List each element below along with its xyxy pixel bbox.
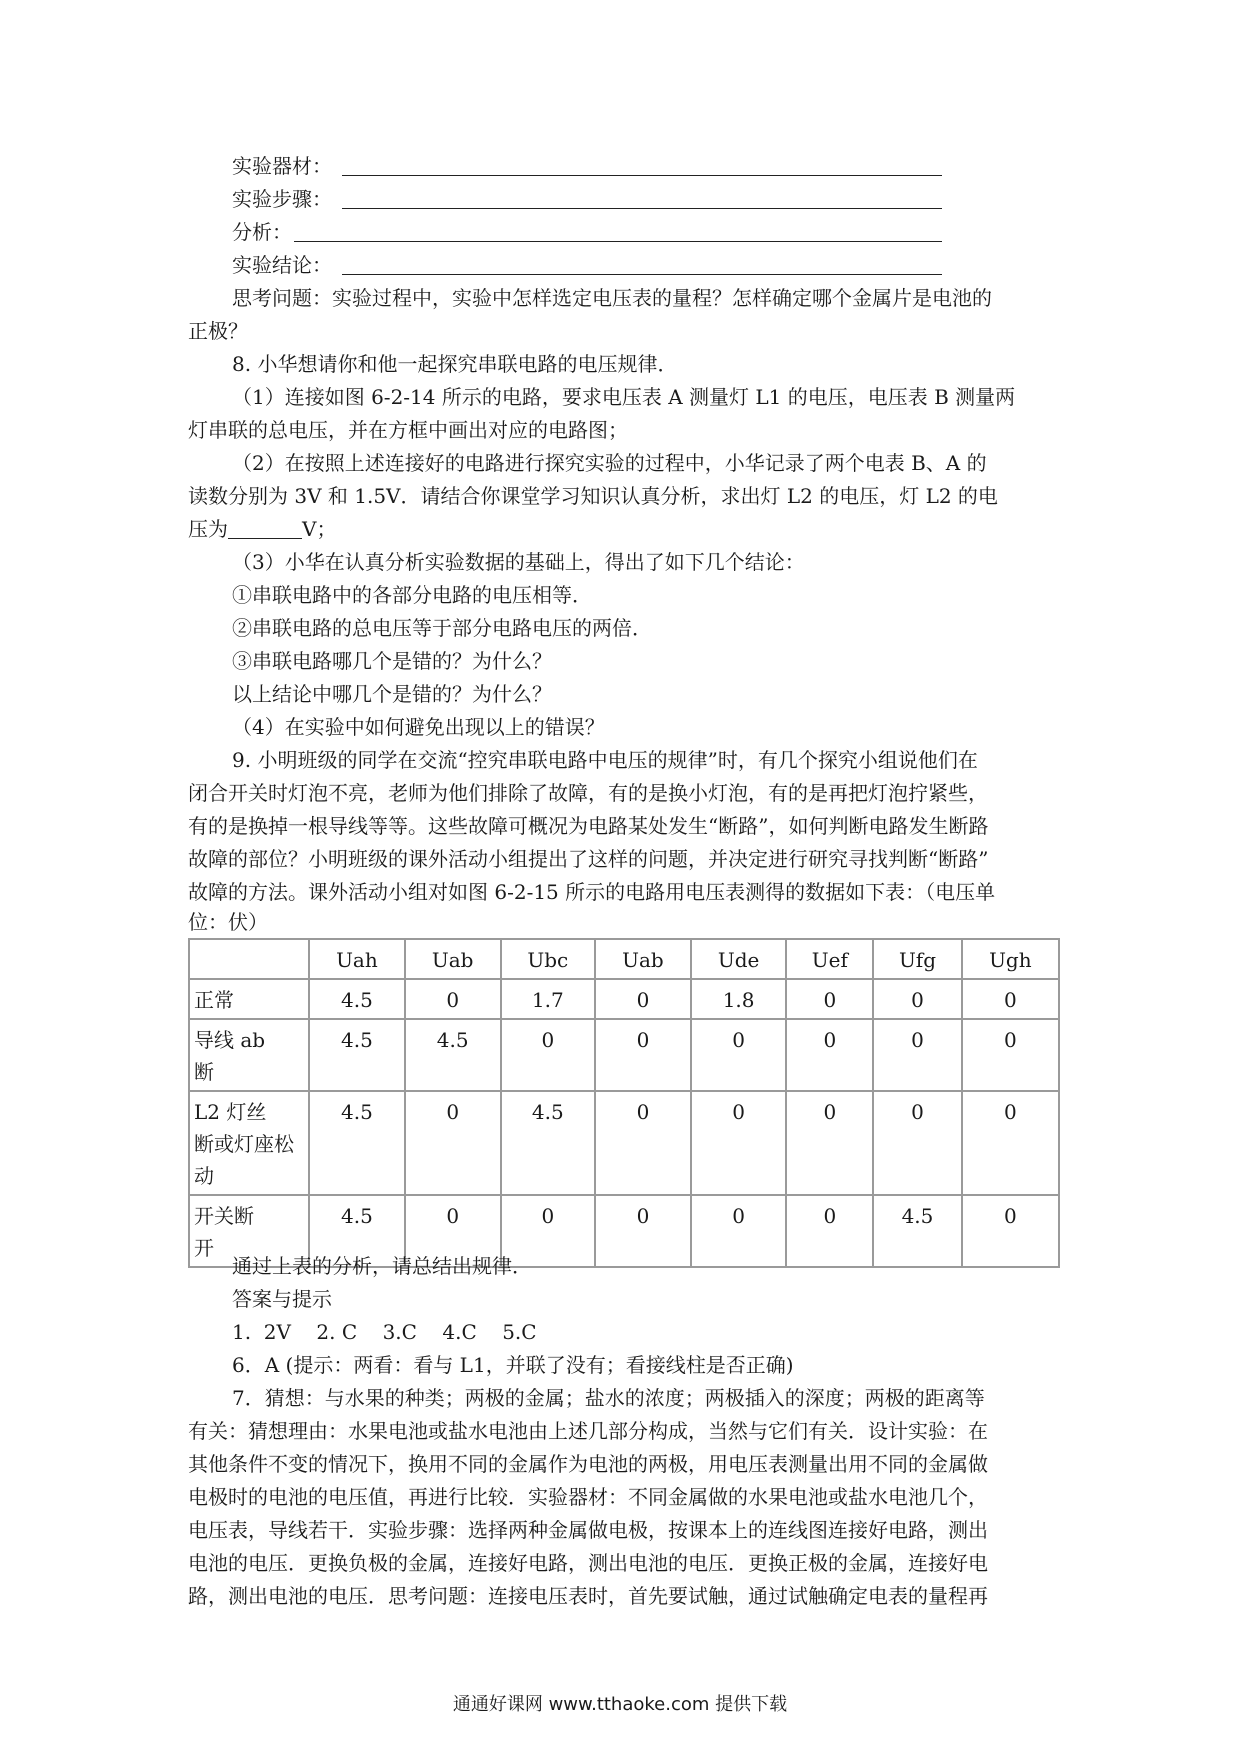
answer-blank[interactable]: [342, 175, 942, 176]
table-header-cell: Uef: [786, 939, 873, 979]
answer-blank[interactable]: [342, 208, 942, 209]
field-label: 实验结论：: [232, 253, 332, 277]
answer-7-line-2: 有关：猜想理由：水果电池或盐水电池由上述几部分构成，当然与它们有关．设计实验：在: [188, 1419, 988, 1443]
table-cell: 0: [501, 1019, 596, 1091]
answer-6: 6．A (提示：两看：看与 L1，并联了没有；看接线柱是否正确): [232, 1353, 794, 1377]
think-question-line-1: 思考问题：实验过程中，实验中怎样选定电压表的量程？怎样确定哪个金属片是电池的: [232, 286, 992, 310]
answer-7-line-3: 其他条件不变的情况下，换用不同的金属作为电池的两极，用电压表测量出用不同的金属做: [188, 1452, 988, 1476]
table-cell: 4.5: [309, 1195, 405, 1267]
table-cell: 4.5: [309, 979, 405, 1019]
table-row: [189, 1091, 1059, 1195]
answers-title: 答案与提示: [232, 1287, 332, 1311]
answer-blank[interactable]: [342, 274, 942, 275]
answer-7-line-1: 7．猜想：与水果的种类；两极的金属；盐水的浓度；两极插入的深度；两极的距离等: [232, 1386, 985, 1410]
q8-part3: （3）小华在认真分析实验数据的基础上，得出了如下几个结论：: [232, 550, 805, 574]
table-cell: 0: [786, 1091, 873, 1195]
row-label-line: L2 灯丝: [194, 1100, 267, 1124]
q9-line-2: 闭合开关时灯泡不亮，老师为他们排除了故障，有的是换小灯泡，有的是再把灯泡拧紧些，: [188, 781, 988, 805]
table-cell: 0: [962, 1091, 1059, 1195]
table-cell: 0: [691, 1091, 787, 1195]
q8-conclusion-question: 以上结论中哪几个是错的？为什么？: [232, 682, 552, 706]
q9-line-1: 9. 小明班级的同学在交流“控究串联电路中电压的规律”时，有几个探究小组说他们在: [232, 748, 978, 772]
table-header-cell: [189, 939, 309, 979]
row-label-line: 动: [194, 1164, 214, 1188]
answer-7-line-6: 电池的电压．更换负极的金属，连接好电路，测出电池的电压．更换正极的金属，连接好电: [188, 1551, 988, 1575]
row-label-line: 正常: [194, 988, 234, 1012]
row-label-line: 开关断: [194, 1204, 254, 1228]
table-cell: 0: [501, 1195, 596, 1267]
row-label: [189, 1091, 309, 1195]
q9-line-3: 有的是换掉一根导线等等。这些故障可概况为电路某处发生“断路”，如何判断电路发生断路: [188, 814, 989, 838]
field-conclusion: [232, 249, 942, 281]
row-label-line: 导线 ab: [194, 1028, 266, 1052]
row-label-line: 开: [194, 1236, 214, 1260]
table-header-cell: Ugh: [962, 939, 1059, 979]
q9-line-5: 故障的方法。课外活动小组对如图 6-2-15 所示的电路用电压表测得的数据如下表：（电压单: [188, 880, 996, 904]
table-cell: 0: [962, 1019, 1059, 1091]
table-row: [189, 1019, 1059, 1091]
q9-line-6: 位：伏）: [188, 910, 268, 934]
table-cell: 4.5: [873, 1195, 961, 1267]
q8-part2-line-3: [188, 513, 1056, 545]
answers-1-5: 1. 2V 2. C 3.C 4.C 5.C: [232, 1320, 537, 1344]
field-label: 分析：: [232, 220, 292, 244]
answer-blank[interactable]: [294, 241, 942, 242]
q8-part2-line-1: （2）在按照上述连接好的电路进行探究实验的过程中，小华记录了两个电表 B、A 的: [232, 451, 987, 475]
table-row: [189, 979, 1059, 1019]
table-cell: 0: [595, 1195, 691, 1267]
think-question-line-2: 正极？: [188, 319, 248, 343]
table-cell: 0: [786, 1195, 873, 1267]
table-cell: 0: [786, 1019, 873, 1091]
table-cell: 4.5: [309, 1091, 405, 1195]
table-header-cell: Ubc: [501, 939, 596, 979]
table-cell: 0: [873, 1019, 961, 1091]
voltage-answer-blank[interactable]: [228, 518, 302, 539]
row-label: [189, 1019, 309, 1091]
q9-line-4: 故障的部位？小明班级的课外活动小组提出了这样的问题，并决定进行研究寻找判断“断路”: [188, 847, 989, 871]
table-cell: 0: [405, 979, 501, 1019]
table-cell: 0: [691, 1195, 787, 1267]
voltage-table: [188, 938, 1060, 1268]
q8-conclusion-1: ①串联电路中的各部分电路的电压相等．: [232, 583, 592, 607]
row-label-line: 断或灯座松: [194, 1132, 294, 1156]
field-steps: [232, 183, 942, 215]
table-cell: 0: [595, 979, 691, 1019]
table-cell: 0: [595, 1091, 691, 1195]
q8-part2-line-2: 读数分别为 3V 和 1.5V．请结合你课堂学习知识认真分析，求出灯 L2 的电压，灯 L2 的电: [188, 484, 998, 508]
table-cell: 0: [786, 979, 873, 1019]
table-header-row: [189, 939, 1059, 979]
q8-conclusion-3: ③串联电路哪几个是错的？为什么？: [232, 649, 552, 673]
row-label-line: 断: [194, 1060, 214, 1084]
table-cell: 0: [691, 1019, 787, 1091]
q8-part2-prefix: 压为: [188, 517, 228, 541]
field-label: 实验步骤：: [232, 187, 332, 211]
table-header-cell: Uah: [309, 939, 405, 979]
table-cell: 0: [405, 1195, 501, 1267]
table-header-cell: Ufg: [873, 939, 961, 979]
table-cell: 0: [962, 979, 1059, 1019]
q8-title: 8. 小华想请你和他一起探究串联电路的电压规律．: [232, 352, 678, 376]
q8-conclusion-2: ②串联电路的总电压等于部分电路电压的两倍．: [232, 616, 652, 640]
q8-part1-line-1: （1）连接如图 6-2-14 所示的电路，要求电压表 A 测量灯 L1 的电压，电压表 B 测量两: [232, 385, 1016, 409]
q8-part1-line-2: 灯串联的总电压，并在方框中画出对应的电路图；: [188, 418, 628, 442]
table-header-cell: Uab: [405, 939, 501, 979]
table-cell: 0: [405, 1091, 501, 1195]
q8-part2-suffix: V；: [302, 517, 337, 541]
field-equipment: [232, 150, 942, 182]
table-cell: 4.5: [501, 1091, 596, 1195]
table-cell: 4.5: [309, 1019, 405, 1091]
table-cell: 1.7: [501, 979, 596, 1019]
answer-7-line-5: 电压表，导线若干．实验步骤：选择两种金属做电极，按课本上的连线图连接好电路，测出: [188, 1518, 988, 1542]
table-header-cell: Ude: [691, 939, 787, 979]
table-cell: 4.5: [405, 1019, 501, 1091]
answer-7-line-4: 电极时的电池的电压值，再进行比较．实验器材：不同金属做的水果电池或盐水电池几个，: [188, 1485, 988, 1509]
answer-7-line-7: 路，测出电池的电压．思考问题：连接电压表时，首先要试触，通过试触确定电表的量程再: [188, 1584, 988, 1608]
table-cell: 0: [873, 979, 961, 1019]
summary-prompt: 通过上表的分析，请总结出规律．: [232, 1254, 532, 1278]
table-header-cell: Uab: [595, 939, 691, 979]
table-cell: 0: [595, 1019, 691, 1091]
page-footer: 通通好课网 www.tthaoke.com 提供下载: [452, 1694, 788, 1715]
field-label: 实验器材：: [232, 154, 332, 178]
table-cell: 1.8: [691, 979, 787, 1019]
field-analysis: [232, 216, 942, 248]
table-cell: 0: [873, 1091, 961, 1195]
row-label: [189, 979, 309, 1019]
table-cell: 0: [962, 1195, 1059, 1267]
q8-part4: （4）在实验中如何避免出现以上的错误？: [232, 715, 605, 739]
